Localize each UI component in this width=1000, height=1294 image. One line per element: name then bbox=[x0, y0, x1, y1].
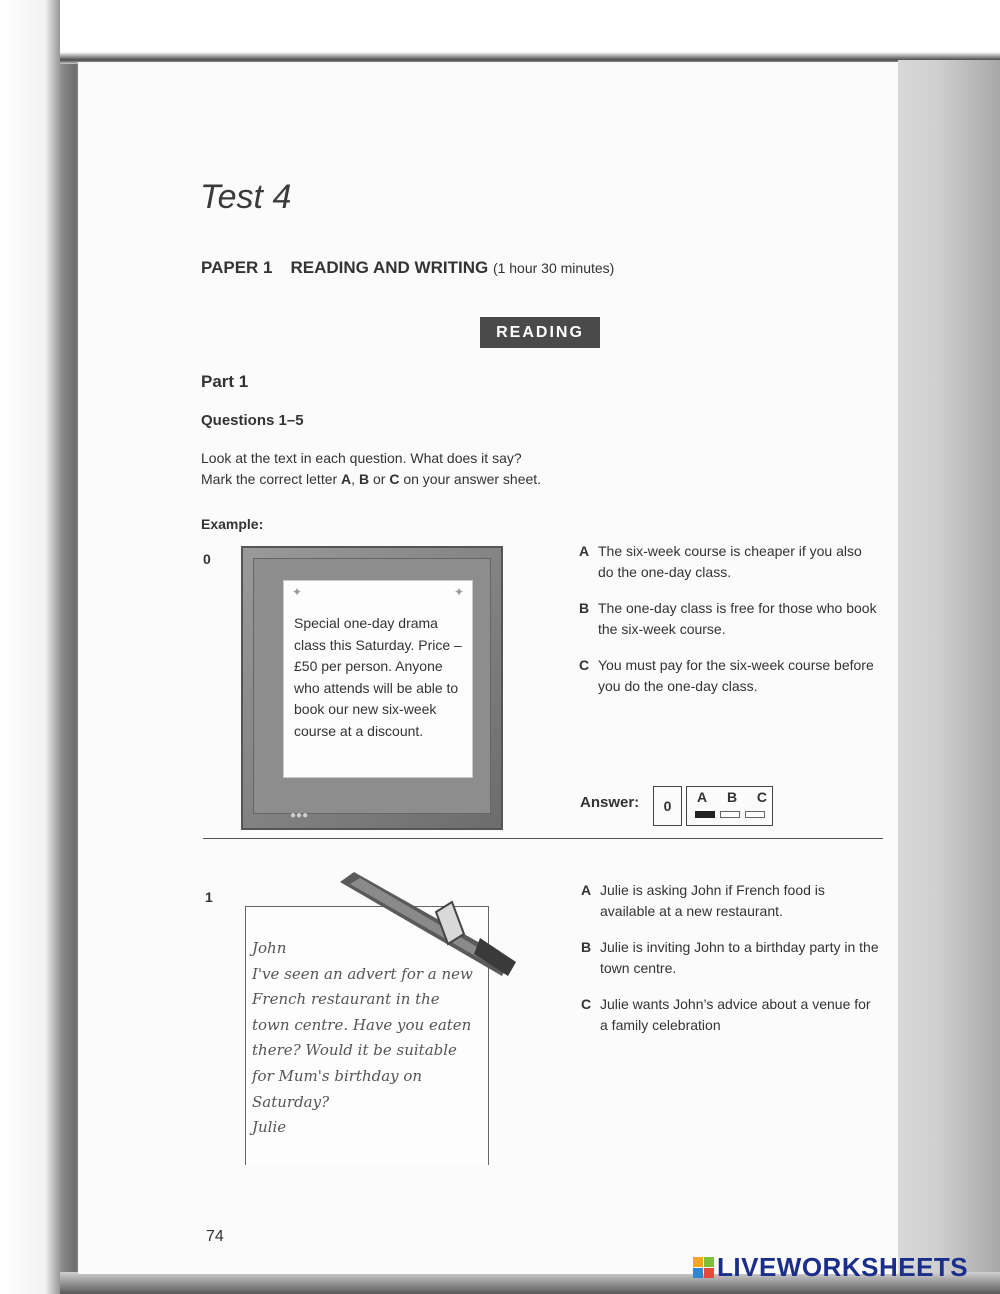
notice-text: Special one-day drama class this Saturday. Price – £50 per person. Anyone who attends will be able to book our new six-week course at a discount. bbox=[294, 615, 462, 739]
note-line: Julie bbox=[252, 1118, 287, 1137]
paper-duration: (1 hour 30 minutes) bbox=[492, 260, 615, 276]
liveworksheets-watermark bbox=[693, 1252, 968, 1283]
note-line: there? Would it be suitable bbox=[252, 1041, 457, 1060]
paper-heading bbox=[201, 258, 614, 278]
answer-letters: A B C bbox=[697, 789, 767, 805]
answer-marks bbox=[695, 811, 765, 818]
section-label: READING bbox=[480, 317, 600, 348]
example-label: Example: bbox=[201, 516, 264, 532]
part-label: Part 1 bbox=[201, 372, 249, 391]
page-number: 74 bbox=[206, 1228, 224, 1245]
instructions-line-2: Mark the correct letter A, B or C on your answer sheet. bbox=[201, 471, 542, 487]
note-text bbox=[252, 936, 492, 1141]
notice-card bbox=[283, 580, 473, 778]
questions-label: Questions 1–5 bbox=[201, 412, 304, 429]
example-option-b[interactable]: B The one-day class is free for those who book the six-week course. bbox=[579, 600, 877, 637]
note-line: John bbox=[252, 939, 287, 957]
note-line: I've seen an advert for a new bbox=[252, 964, 473, 983]
pin-icon: ✦ bbox=[453, 585, 464, 599]
page-top-edge bbox=[60, 0, 1000, 64]
page-binding-shadow bbox=[0, 0, 90, 1294]
answer-label: Answer: bbox=[580, 794, 640, 811]
note-line: town centre. Have you eaten bbox=[252, 1015, 472, 1034]
question1-options bbox=[581, 880, 881, 1051]
page-right-edge bbox=[898, 60, 1000, 1294]
frame-decoration: ●●● bbox=[290, 810, 309, 821]
paper-label: PAPER 1 bbox=[201, 258, 273, 277]
question1-option-a[interactable]: A Julie is asking John if French food is available at a new restaurant. bbox=[581, 882, 825, 919]
example-option-a[interactable]: A The six-week course is cheaper if you also do the one-day class. bbox=[579, 543, 862, 580]
answer-mark-b[interactable] bbox=[720, 811, 740, 818]
example-options bbox=[579, 541, 879, 712]
section-divider bbox=[203, 838, 883, 839]
answer-number: 0 bbox=[653, 786, 682, 826]
example-option-c[interactable]: C You must pay for the six-week course before you do the one-day class. bbox=[579, 657, 874, 694]
note-line: for Mum's birthday on bbox=[252, 1066, 423, 1085]
instructions-line-1: Look at the text in each question. What does it say? bbox=[201, 450, 522, 466]
note-line: French restaurant in the bbox=[252, 990, 440, 1009]
example-number: 0 bbox=[203, 551, 211, 567]
watermark-text: LIVEWORKSHEETS bbox=[717, 1252, 969, 1282]
answer-mark-a[interactable] bbox=[695, 811, 715, 818]
answer-mark-c[interactable] bbox=[745, 811, 765, 818]
pin-icon: ✦ bbox=[292, 585, 303, 599]
paper-name: READING AND WRITING bbox=[290, 258, 489, 277]
question-number: 1 bbox=[205, 889, 213, 905]
liveworksheets-logo-icon bbox=[693, 1257, 715, 1279]
question1-option-b[interactable]: B Julie is inviting John to a birthday party in the town centre. bbox=[581, 939, 879, 976]
question1-option-c[interactable]: C Julie wants John’s advice about a venue for a family celebration bbox=[581, 996, 871, 1033]
answer-grid bbox=[686, 786, 773, 826]
note-line: Saturday? bbox=[252, 1092, 330, 1111]
test-title: Test 4 bbox=[200, 178, 292, 216]
instructions bbox=[201, 448, 541, 490]
